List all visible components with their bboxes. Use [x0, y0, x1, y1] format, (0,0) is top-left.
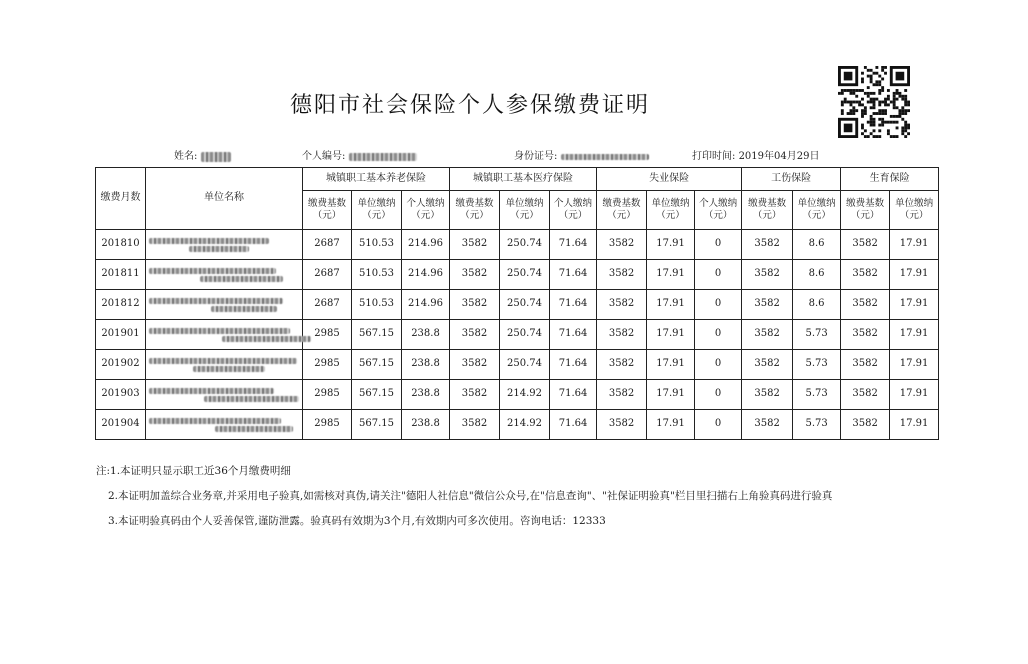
print-time-field — [692, 147, 819, 162]
value-cell: 5.73 — [793, 380, 841, 410]
value-cell: 3582 — [450, 230, 500, 260]
value-cell: 567.15 — [352, 320, 402, 350]
value-cell: 3582 — [841, 260, 890, 290]
value-cell: 3582 — [742, 380, 793, 410]
value-cell: 3582 — [597, 290, 647, 320]
month-cell: 201902 — [96, 350, 146, 380]
value-cell: 17.91 — [647, 350, 695, 380]
month-cell: 201901 — [96, 320, 146, 350]
subheader-unit-pay: 单位缴纳（元） — [352, 191, 402, 230]
value-cell: 3582 — [450, 380, 500, 410]
value-cell: 250.74 — [500, 320, 550, 350]
value-cell: 71.64 — [550, 380, 597, 410]
value-cell: 250.74 — [500, 230, 550, 260]
value-cell: 17.91 — [647, 230, 695, 260]
table-row — [96, 260, 939, 290]
value-cell: 0 — [695, 290, 742, 320]
header-unit-name: 单位名称 — [146, 168, 303, 230]
value-cell: 238.8 — [402, 410, 450, 440]
subheader-unit-pay: 单位缴纳（元） — [500, 191, 550, 230]
subheader-unit-pay: 单位缴纳（元） — [793, 191, 841, 230]
personal-id-field — [302, 147, 417, 162]
value-cell: 250.74 — [500, 290, 550, 320]
value-cell: 3582 — [742, 350, 793, 380]
header-month: 缴费月数 — [96, 168, 146, 230]
subheader-base: 缴费基数（元） — [303, 191, 352, 230]
value-cell: 3582 — [597, 230, 647, 260]
value-cell: 2985 — [303, 410, 352, 440]
value-cell: 3582 — [450, 290, 500, 320]
value-cell: 17.91 — [890, 290, 939, 320]
value-cell: 238.8 — [402, 380, 450, 410]
value-cell: 5.73 — [793, 320, 841, 350]
header-injury: 工伤保险 — [742, 168, 841, 191]
value-cell: 3582 — [597, 380, 647, 410]
value-cell: 250.74 — [500, 350, 550, 380]
value-cell: 8.6 — [793, 290, 841, 320]
value-cell: 0 — [695, 410, 742, 440]
value-cell: 17.91 — [890, 260, 939, 290]
subheader-base: 缴费基数（元） — [841, 191, 890, 230]
value-cell: 0 — [695, 230, 742, 260]
subheader-base: 缴费基数（元） — [597, 191, 647, 230]
value-cell: 71.64 — [550, 350, 597, 380]
value-cell: 17.91 — [890, 410, 939, 440]
table-row — [96, 380, 939, 410]
value-cell: 3582 — [841, 380, 890, 410]
value-cell: 510.53 — [352, 230, 402, 260]
subheader-unit-pay: 单位缴纳（元） — [890, 191, 939, 230]
value-cell: 3582 — [597, 320, 647, 350]
value-cell: 2985 — [303, 320, 352, 350]
contribution-table — [95, 167, 939, 440]
value-cell: 2985 — [303, 380, 352, 410]
note-3: 3.本证明验真码由个人妥善保管,谨防泄露。验真码有效期为3个月,有效期内可多次使用。咨询电话：12333 — [108, 515, 606, 527]
print-time-label: 打印时间: — [692, 151, 736, 162]
table-row — [96, 410, 939, 440]
value-cell: 214.96 — [402, 230, 450, 260]
subheader-unit-pay: 单位缴纳（元） — [647, 191, 695, 230]
value-cell: 567.15 — [352, 410, 402, 440]
idcard-label: 身份证号: — [514, 151, 558, 162]
value-cell: 71.64 — [550, 290, 597, 320]
value-cell: 3582 — [841, 410, 890, 440]
value-cell: 3582 — [597, 410, 647, 440]
month-cell: 201811 — [96, 260, 146, 290]
value-cell: 3582 — [597, 260, 647, 290]
month-cell: 201904 — [96, 410, 146, 440]
value-cell: 17.91 — [890, 350, 939, 380]
unit-name-redacted — [146, 320, 303, 350]
idcard-redacted — [561, 154, 649, 160]
unit-name-redacted — [146, 410, 303, 440]
value-cell: 17.91 — [647, 290, 695, 320]
value-cell: 214.92 — [500, 410, 550, 440]
name-label: 姓名: — [174, 151, 198, 162]
value-cell: 214.96 — [402, 290, 450, 320]
value-cell: 2985 — [303, 350, 352, 380]
value-cell: 3582 — [450, 350, 500, 380]
value-cell: 0 — [695, 260, 742, 290]
table-row — [96, 230, 939, 260]
value-cell: 510.53 — [352, 260, 402, 290]
value-cell: 5.73 — [793, 350, 841, 380]
value-cell: 17.91 — [890, 230, 939, 260]
header-unemployment: 失业保险 — [597, 168, 742, 191]
subheader-personal-pay: 个人缴纳（元） — [695, 191, 742, 230]
value-cell: 17.91 — [890, 320, 939, 350]
value-cell: 3582 — [841, 320, 890, 350]
month-cell: 201903 — [96, 380, 146, 410]
value-cell: 2687 — [303, 260, 352, 290]
table-row — [96, 320, 939, 350]
value-cell: 17.91 — [647, 380, 695, 410]
table-row — [96, 290, 939, 320]
value-cell: 214.92 — [500, 380, 550, 410]
value-cell: 71.64 — [550, 410, 597, 440]
value-cell: 250.74 — [500, 260, 550, 290]
value-cell: 567.15 — [352, 350, 402, 380]
value-cell: 238.8 — [402, 320, 450, 350]
value-cell: 3582 — [742, 320, 793, 350]
idcard-field — [514, 147, 649, 162]
unit-name-redacted — [146, 230, 303, 260]
month-cell: 201812 — [96, 290, 146, 320]
header-medical: 城镇职工基本医疗保险 — [450, 168, 597, 191]
value-cell: 17.91 — [890, 380, 939, 410]
value-cell: 3582 — [450, 260, 500, 290]
note-2: 2.本证明加盖综合业务章,并采用电子验真,如需核对真伪,请关注"德阳人社信息"微信公众号,在"信息查询"、"社保证明验真"栏目里扫描右上角验真码进行验真 — [108, 490, 833, 502]
value-cell: 3582 — [742, 230, 793, 260]
header-maternity: 生育保险 — [841, 168, 939, 191]
value-cell: 0 — [695, 350, 742, 380]
value-cell: 3582 — [742, 410, 793, 440]
name-field — [174, 147, 231, 162]
header-pension: 城镇职工基本养老保险 — [303, 168, 450, 191]
subheader-personal-pay: 个人缴纳（元） — [550, 191, 597, 230]
value-cell: 2687 — [303, 290, 352, 320]
value-cell: 3582 — [841, 230, 890, 260]
value-cell: 3582 — [841, 350, 890, 380]
value-cell: 0 — [695, 320, 742, 350]
value-cell: 8.6 — [793, 260, 841, 290]
value-cell: 0 — [695, 380, 742, 410]
value-cell: 71.64 — [550, 260, 597, 290]
subheader-base: 缴费基数（元） — [450, 191, 500, 230]
value-cell: 214.96 — [402, 260, 450, 290]
value-cell: 510.53 — [352, 290, 402, 320]
value-cell: 8.6 — [793, 230, 841, 260]
value-cell: 71.64 — [550, 320, 597, 350]
unit-name-redacted — [146, 380, 303, 410]
value-cell: 17.91 — [647, 260, 695, 290]
personal-id-label: 个人编号: — [302, 151, 346, 162]
print-time-value: 2019年04月29日 — [738, 151, 820, 162]
subheader-personal-pay: 个人缴纳（元） — [402, 191, 450, 230]
unit-name-redacted — [146, 290, 303, 320]
table-row — [96, 350, 939, 380]
note-1: 注:1.本证明只显示职工近36个月缴费明细 — [96, 465, 291, 477]
value-cell: 17.91 — [647, 410, 695, 440]
value-cell: 2687 — [303, 230, 352, 260]
value-cell: 3582 — [841, 290, 890, 320]
qr-code-image[interactable] — [836, 66, 912, 138]
unit-name-redacted — [146, 350, 303, 380]
document-title: 德阳市社会保险个人参保缴费证明 — [289, 93, 650, 118]
personal-id-redacted — [349, 153, 417, 161]
value-cell: 3582 — [742, 290, 793, 320]
month-cell: 201810 — [96, 230, 146, 260]
value-cell: 238.8 — [402, 350, 450, 380]
value-cell: 567.15 — [352, 380, 402, 410]
unit-name-redacted — [146, 260, 303, 290]
name-redacted — [201, 152, 231, 162]
value-cell: 17.91 — [647, 320, 695, 350]
value-cell: 71.64 — [550, 230, 597, 260]
value-cell: 3582 — [450, 320, 500, 350]
subheader-base: 缴费基数（元） — [742, 191, 793, 230]
value-cell: 5.73 — [793, 410, 841, 440]
value-cell: 3582 — [742, 260, 793, 290]
value-cell: 3582 — [597, 350, 647, 380]
value-cell: 3582 — [450, 410, 500, 440]
